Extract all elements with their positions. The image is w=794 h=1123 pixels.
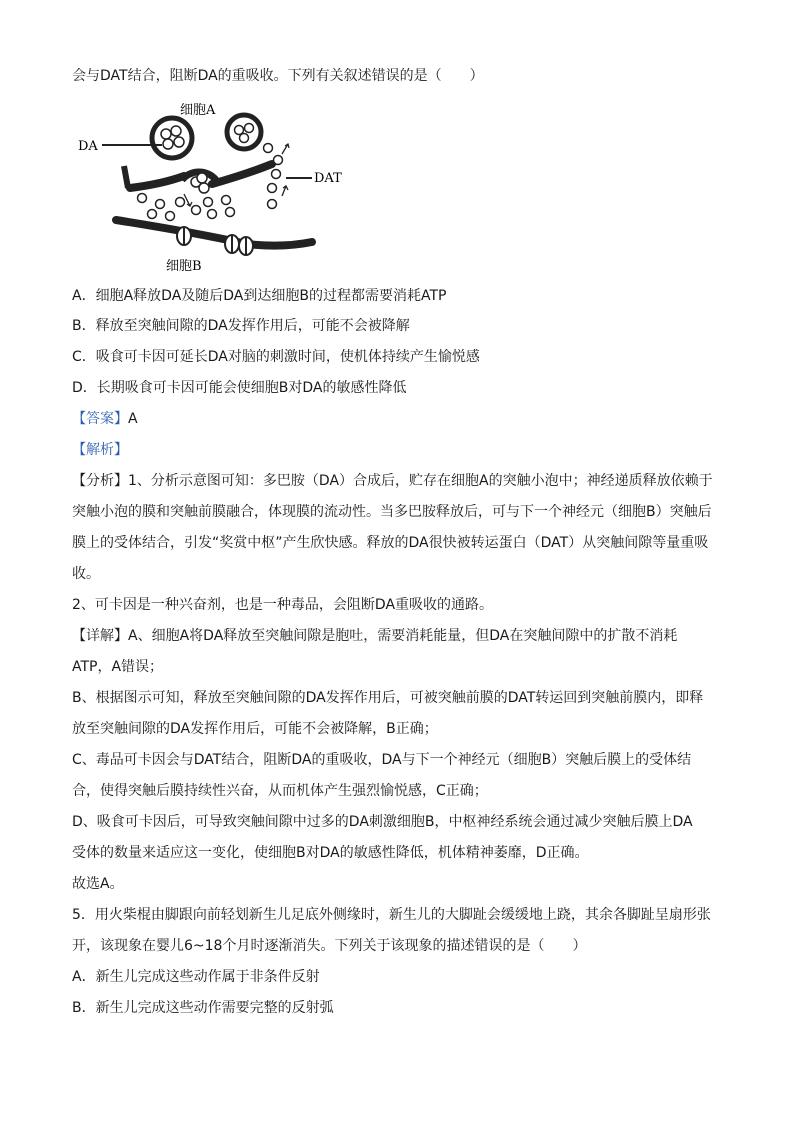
answer-line [72,409,138,429]
analysis-line: 2、可卡因是一种兴奋剂，也是一种毒品，会阻断DA重吸收的通路。 [72,597,494,613]
q5-option-b: B．新生儿完成这些动作需要完整的反射弧 [72,1000,334,1016]
vesicle-right [227,115,261,149]
analysis-line: 【详解】A、细胞A将DA释放至突触间隙是胞吐，需要消耗能量，但DA在突触间隙中的扩散不消耗 [72,628,678,644]
analysis-line: 合，使得突触后膜持续性兴奋，从而机体产生强烈愉悦感，C正确； [72,783,488,799]
option-d: D．长期吸食可卡因可能会使细胞B对DA的敏感性降低 [72,380,407,396]
analysis-label: 【解析】 [72,442,128,458]
analysis-line: B、根据图示可知，释放至突触间隙的DA发挥作用后，可被突触前膜的DAT转运回到突触前膜内，即释 [72,690,704,706]
analysis-line: 突触小泡的膜和突触前膜融合，体现膜的流动性。当多巴胺释放后，可与下一个神经元（细胞B）突触后 [72,504,712,520]
label-cell-a: 细胞A [180,103,216,118]
q5-stem-line: 开，该现象在婴儿6~18个月时逐渐消失。下列关于该现象的描述错误的是（ ） [72,938,587,954]
label-da: DA [78,139,98,154]
analysis-line: ATP，A错误； [72,659,164,675]
synapse-diagram [72,96,372,276]
option-b: B．释放至突触间隙的DA发挥作用后，可能不会被降解 [72,318,410,334]
analysis-line: 故选A。 [72,876,124,892]
q5-stem-line: 5．用火柴棍由脚跟向前轻划新生儿足底外侧缘时，新生儿的大脚趾会缓缓地上跷，其余各脚趾呈扇形张 [72,907,711,923]
analysis-line: D、吸食可卡因后，可导致突触间隙中过多的DA刺激细胞B，中枢神经系统会通过减少突触后膜上DA [72,814,693,830]
analysis-line: 受体的数量来适应这一变化，使细胞B对DA的敏感性降低，机体精神萎靡，D正确。 [72,845,589,861]
analysis-line: C、毒品可卡因会与DAT结合，阻断DA的重吸收，DA与下一个神经元（细胞B）突触后膜上的受体结 [72,752,692,768]
analysis-line: 膜上的受体结合，引发“奖赏中枢”产生欣快感。释放的DA很快被转运蛋白（DAT）从突触间隙等量重吸 [72,535,709,551]
answer-value: A [128,411,138,427]
analysis-line: 【分析】1、分析示意图可知：多巴胺（DA）合成后，贮存在细胞A的突触小泡中；神经递质释放依赖于 [72,473,713,489]
answer-label: 【答案】 [72,411,128,427]
vesicle-left [152,118,192,158]
membrane-stub [124,166,128,188]
question-intro: 会与DAT结合，阻断DA的重吸收。下列有关叙述错误的是（ ） [72,68,484,84]
q5-option-a: A．新生儿完成这些动作属于非条件反射 [72,969,320,985]
label-cell-b: 细胞B [166,259,202,274]
analysis-line: 收。 [72,566,100,582]
label-dat: DAT [314,171,342,186]
postsynaptic-membrane [116,220,312,246]
option-c: C．吸食可卡因可延长DA对脑的刺激时间，使机体持续产生愉悦感 [72,349,480,365]
option-a: A．细胞A释放DA及随后DA到达细胞B的过程都需要消耗ATP [72,288,447,304]
analysis-line: 放至突触间隙的DA发挥作用后，可能不会被降解，B正确； [72,721,438,737]
